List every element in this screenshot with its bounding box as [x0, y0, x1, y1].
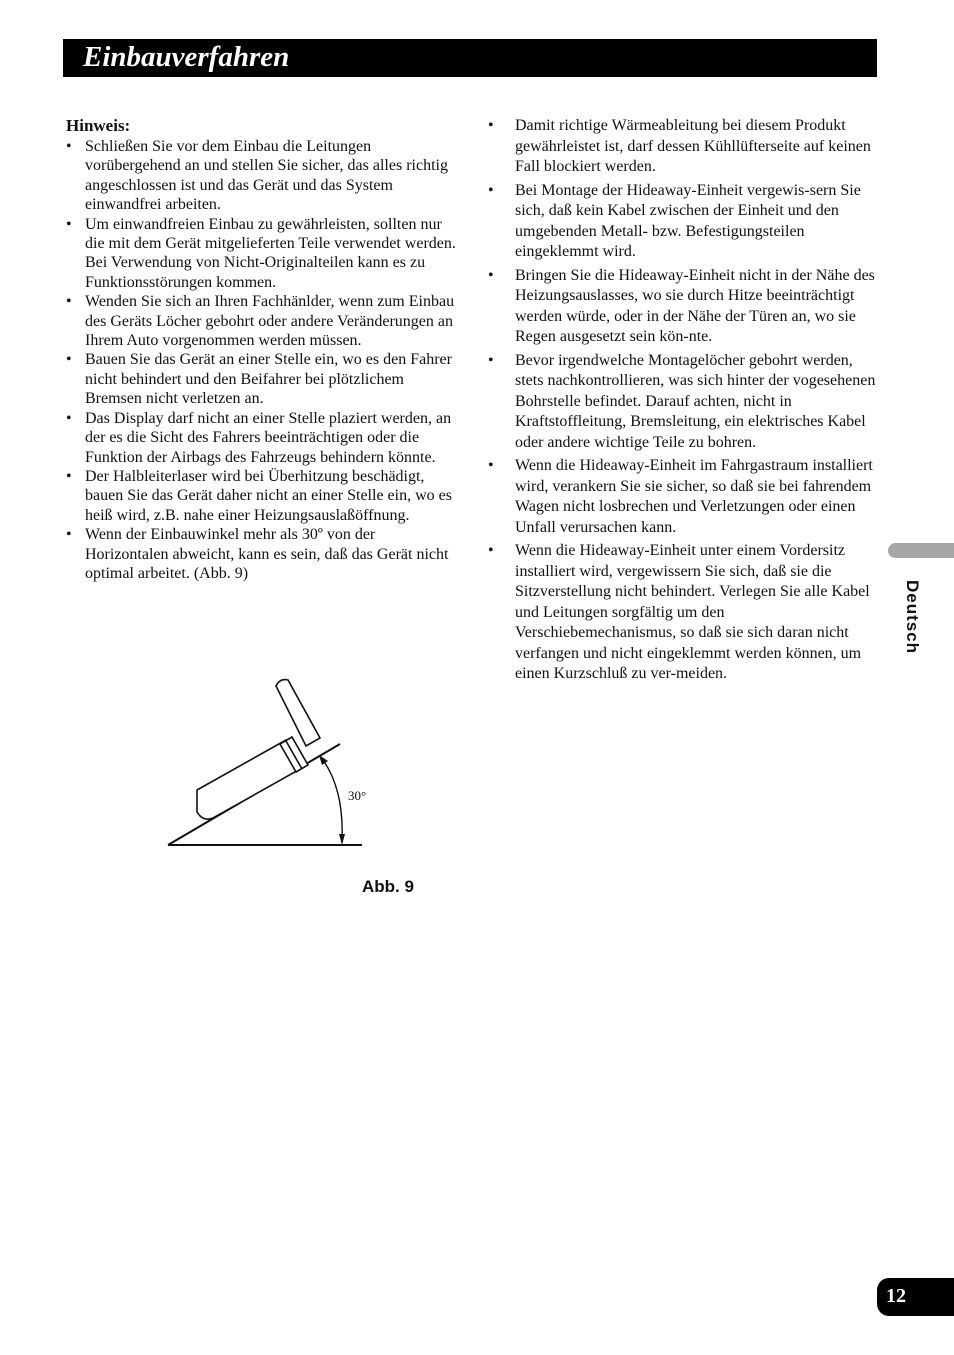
angle-arc: [323, 760, 342, 840]
angle-label: 30°: [348, 788, 367, 803]
language-tab-marker: [888, 543, 954, 558]
device-illustration: [197, 680, 320, 820]
page-number: 12: [886, 1285, 906, 1307]
installation-angle-figure: [160, 672, 380, 852]
right-column: [488, 116, 880, 688]
note-list: [66, 137, 458, 583]
page-number-badge: [877, 1278, 954, 1316]
left-column: [66, 116, 458, 583]
list-item: • Damit richtige Wärmeableitung bei diesem Produkt gewährleistet ist, darf dessen Kühllüfterseite auf keinen Fall blockiert werden.: [488, 116, 880, 178]
list-item: • Bauen Sie das Gerät an einer Stelle ein, wo es den Fahrer nicht behindert und den Beifahrer bei plötzlichem Bremsen nicht verletzen an.: [66, 350, 458, 408]
arrow-head-bottom: [339, 834, 345, 845]
page-header-bar: [63, 39, 877, 77]
page-title: Einbauverfahren: [83, 41, 290, 73]
language-tab-label: Deutsch: [903, 579, 922, 655]
list-item: • Um einwandfreien Einbau zu gewährleisten, sollten nur die mit dem Gerät mitgelieferten Teile verwendet werden. Bei Verwendung von Nicht-Originalteilen kann es zu Funktionsstörungen kommen.: [66, 215, 458, 293]
device-display-panel: [276, 680, 320, 746]
list-item: • Wenn die Hideaway-Einheit im Fahrgastraum installiert wird, verankern Sie sie sicher, so daß sie bei fahrendem Wagen nicht losbrechen und Verletzungen oder einen Unfall verursachen kann.: [488, 456, 880, 538]
list-item: • Bei Montage der Hideaway-Einheit vergewis-sern Sie sich, daß kein Kabel zwischen der Einheit und den umgebenden Metall- bzw. Befestigungsteilen eingeklemmt wird.: [488, 181, 880, 263]
list-item: • Bringen Sie die Hideaway-Einheit nicht in der Nähe des Heizungsauslasses, wo sie durch Hitze beeinträchtigt werden würde, oder in der Nähe der Türen an, wo sie Regen ausgesetzt sein kön-nte.: [488, 266, 880, 348]
list-item: • Der Halbleiterlaser wird bei Überhitzung beschädigt, bauen Sie das Gerät daher nicht an einer Stelle ein, wo es heiß wird, z.B. nahe einer Heizungsauslaßöffnung.: [66, 467, 458, 525]
list-item: • Schließen Sie vor dem Einbau die Leitungen vorübergehend an und stellen Sie sicher, das alles richtig angeschlossen ist und das Gerät und das System einwandfrei arbeiten.: [66, 137, 458, 215]
list-item: • Wenden Sie sich an Ihren Fachhänlder, wenn zum Einbau des Geräts Löcher gebohrt oder andere Veränderungen an Ihrem Auto vorgenommen werden müssen.: [66, 292, 458, 350]
bullet-list: [488, 116, 880, 685]
arrow-head-top: [319, 755, 328, 765]
list-item: • Wenn der Einbauwinkel mehr als 30º von der Horizontalen abweicht, kann es sein, daß das Gerät nicht optimal arbeitet. (Abb. 9): [66, 525, 458, 583]
figure-caption: Abb. 9: [362, 877, 414, 896]
list-item: • Wenn die Hideaway-Einheit unter einem Vordersitz installiert wird, vergewissern Sie sich, daß sie die Sitzverstellung nicht behindert. Verlegen Sie alle Kabel und Leitungen sorgfältig um den Verschiebemechanismus, so daß sie sich daran nicht verfangen und nicht eingeklemmt werden können, um einen Kurzschluß zu ver-meiden.: [488, 541, 880, 685]
list-item: • Bevor irgendwelche Montagelöcher gebohrt werden, stets nachkontrollieren, was sich hinter der vogesehenen Bohrstelle befindet. Darauf achten, nicht in Kraftstoffleitung, Bremsleitung, ein elektrisches Kabel oder andere wichtige Teile zu bohren.: [488, 351, 880, 454]
list-item: • Das Display darf nicht an einer Stelle plaziert werden, an der es die Sicht des Fahrers beeinträchtigen oder die Funktion der Airbags des Fahrzeugs behindern könnte.: [66, 409, 458, 467]
note-heading: Hinweis:: [66, 116, 131, 135]
